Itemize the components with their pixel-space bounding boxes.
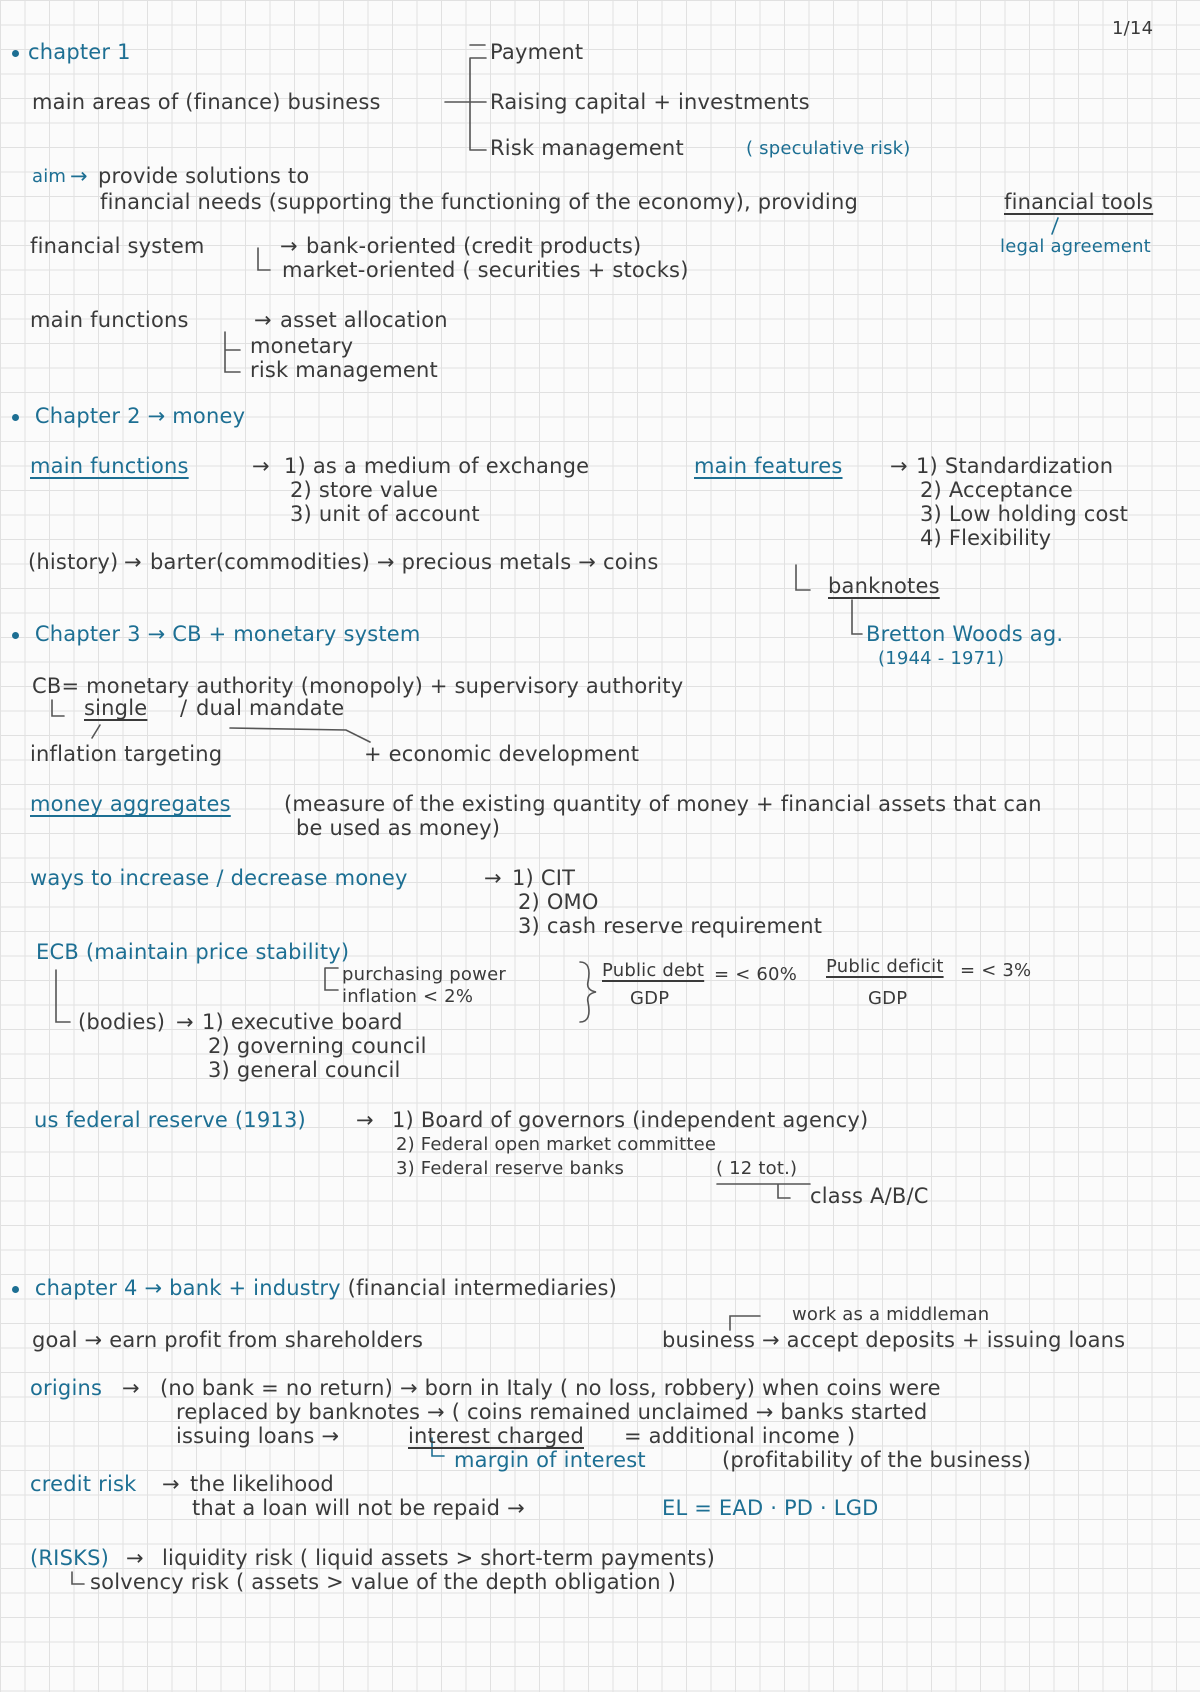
bretton-woods: Bretton Woods ag. <box>866 622 1064 646</box>
public-deficit-value: = < 3% <box>960 960 1032 981</box>
economic-development: + economic development <box>364 742 640 766</box>
inflation-targeting: inflation targeting <box>30 742 223 766</box>
main-functions-arrow: → <box>254 308 272 332</box>
ecb-purchasing-power: purchasing power <box>342 964 506 985</box>
chapter-2-title: Chapter 2 <box>34 404 141 428</box>
risks-label: (RISKS) <box>30 1546 110 1570</box>
chapter-4-heading <box>12 1278 617 1299</box>
financial-system-label: financial system <box>30 234 205 258</box>
banknotes: banknotes <box>828 574 940 598</box>
chapter-3-title: Chapter 3 <box>34 622 141 646</box>
liquidity-risk: liquidity risk ( liquid assets > short-term payments) <box>162 1546 716 1570</box>
margin-of-interest: margin of interest <box>454 1448 646 1472</box>
public-deficit-denominator: GDP <box>868 988 908 1009</box>
speculative-risk-note: ( speculative risk) <box>746 138 911 159</box>
margin-note: (profitability of the business) <box>722 1448 1032 1472</box>
interest-charged: interest charged <box>408 1424 585 1448</box>
way-3: 3) cash reserve requirement <box>518 914 823 938</box>
main-areas-label: main areas of (finance) business <box>32 90 381 114</box>
function-risk-management: risk management <box>250 358 438 382</box>
chapter-4-title: chapter 4 <box>34 1276 138 1300</box>
page-number: 1/14 <box>1112 18 1154 39</box>
aim-line-1: provide solutions to <box>98 164 310 188</box>
money-functions-arrow: → <box>252 454 270 478</box>
money-aggregates-label: money aggregates <box>30 792 231 816</box>
credit-risk-label: credit risk <box>30 1472 137 1496</box>
dual-mandate: dual mandate <box>196 696 345 720</box>
aim-label: aim <box>32 166 67 187</box>
function-asset-allocation: asset allocation <box>280 308 448 332</box>
body-3: 3) general council <box>208 1058 401 1082</box>
area-risk-management: Risk management <box>490 136 684 160</box>
aim-line-2: financial needs (supporting the functioning of the economy), providing <box>100 190 858 214</box>
way-2: 2) OMO <box>518 890 599 914</box>
solvency-risk: solvency risk ( assets > value of the depth obligation ) <box>90 1570 677 1594</box>
financial-system-bank: bank-oriented (credit products) <box>306 234 642 258</box>
fed-3: 3) Federal reserve banks <box>396 1158 625 1179</box>
credit-risk-line-1: the likelihood <box>190 1472 334 1496</box>
middleman-note: work as a middleman <box>792 1304 990 1325</box>
money-features-arrow: → <box>890 454 908 478</box>
ecb-label: ECB (maintain price stability) <box>36 940 350 964</box>
chapter-4-topic: bank + industry <box>169 1276 341 1300</box>
single-mandate: single <box>84 696 148 720</box>
origins-line-1: (no bank = no return) → born in Italy ( no loss, robbery) when coins were <box>160 1376 941 1400</box>
chapter-3-topic: CB + monetary system <box>172 622 421 646</box>
business-line: business → accept deposits + issuing loans <box>662 1328 1126 1352</box>
chapter-1-heading: chapter 1 <box>12 42 131 63</box>
money-function-1: 1) as a medium of exchange <box>284 454 590 478</box>
chapter-3-heading <box>12 624 421 645</box>
fed-total: ( 12 tot.) <box>716 1158 798 1179</box>
function-monetary: monetary <box>250 334 354 358</box>
legal-agreement: legal agreement <box>1000 236 1151 257</box>
chapter-2-topic: money <box>172 404 246 428</box>
money-feature-3: 3) Low holding cost <box>920 502 1129 526</box>
goal-line: goal → earn profit from shareholders <box>32 1328 424 1352</box>
expected-loss-formula: EL = EAD · PD · LGD <box>662 1496 879 1520</box>
chapter-2-arrow: → <box>147 404 173 428</box>
fed-label: us federal reserve (1913) <box>34 1108 306 1132</box>
history-arrow: → <box>124 550 142 574</box>
fed-class: class A/B/C <box>810 1184 929 1208</box>
financial-system-arrow: → <box>280 234 298 258</box>
body-2: 2) governing council <box>208 1034 427 1058</box>
history-chain: barter(commodities) → precious metals → coins <box>150 550 659 574</box>
fed-arrow: → <box>356 1108 374 1132</box>
origins-label: origins <box>30 1376 103 1400</box>
chapter-4-paren: (financial intermediaries) <box>347 1276 618 1300</box>
credit-risk-line-2: that a loan will not be repaid → <box>192 1496 525 1520</box>
area-payment: Payment <box>490 40 584 64</box>
money-feature-4: 4) Flexibility <box>920 526 1052 550</box>
financial-system-market: market-oriented ( securities + stocks) <box>282 258 689 282</box>
chapter-3-arrow: → <box>147 622 173 646</box>
ways-arrow: → <box>484 866 502 890</box>
cb-definition: CB= monetary authority (monopoly) + supervisory authority <box>32 674 684 698</box>
bodies-arrow: → <box>176 1010 194 1034</box>
history-label: (history) <box>28 550 119 574</box>
public-debt-value: = < 60% <box>714 964 798 985</box>
public-deficit-numerator: Public deficit <box>826 956 944 977</box>
money-function-2: 2) store value <box>290 478 439 502</box>
credit-risk-arrow: → <box>162 1472 180 1496</box>
money-feature-1: 1) Standardization <box>916 454 1114 478</box>
money-aggregates-definition-2: be used as money) <box>296 816 501 840</box>
public-debt-numerator: Public debt <box>602 960 705 981</box>
money-function-3: 3) unit of account <box>290 502 480 526</box>
origins-line-3a: issuing loans → <box>176 1424 340 1448</box>
area-raising-capital: Raising capital + investments <box>490 90 810 114</box>
fed-1: 1) Board of governors (independent agency) <box>392 1108 869 1132</box>
aim-arrow: → <box>70 164 88 188</box>
money-main-functions-label: main functions <box>30 454 189 478</box>
mandate-slash: / <box>180 696 188 720</box>
ways-label: ways to increase / decrease money <box>30 866 408 890</box>
money-aggregates-definition-1: (measure of the existing quantity of money + financial assets that can <box>284 792 1042 816</box>
fed-2: 2) Federal open market committee <box>396 1134 717 1155</box>
public-debt-denominator: GDP <box>630 988 670 1009</box>
ecb-inflation: inflation < 2% <box>342 986 474 1007</box>
risks-arrow: → <box>126 1546 144 1570</box>
body-1: 1) executive board <box>202 1010 403 1034</box>
financial-tools: financial tools <box>1004 190 1154 214</box>
origins-arrow: → <box>122 1376 140 1400</box>
main-functions-label: main functions <box>30 308 189 332</box>
origins-line-2: replaced by banknotes → ( coins remained unclaimed → banks started <box>176 1400 928 1424</box>
chapter-4-arrow: → <box>144 1276 170 1300</box>
bodies-label: (bodies) <box>78 1010 166 1034</box>
money-main-features-label: main features <box>694 454 843 478</box>
money-feature-2: 2) Acceptance <box>920 478 1074 502</box>
origins-line-3c: = additional income ) <box>624 1424 856 1448</box>
chapter-2-heading <box>12 406 245 427</box>
bretton-woods-years: (1944 - 1971) <box>878 648 1005 669</box>
way-1: 1) CIT <box>512 866 576 890</box>
